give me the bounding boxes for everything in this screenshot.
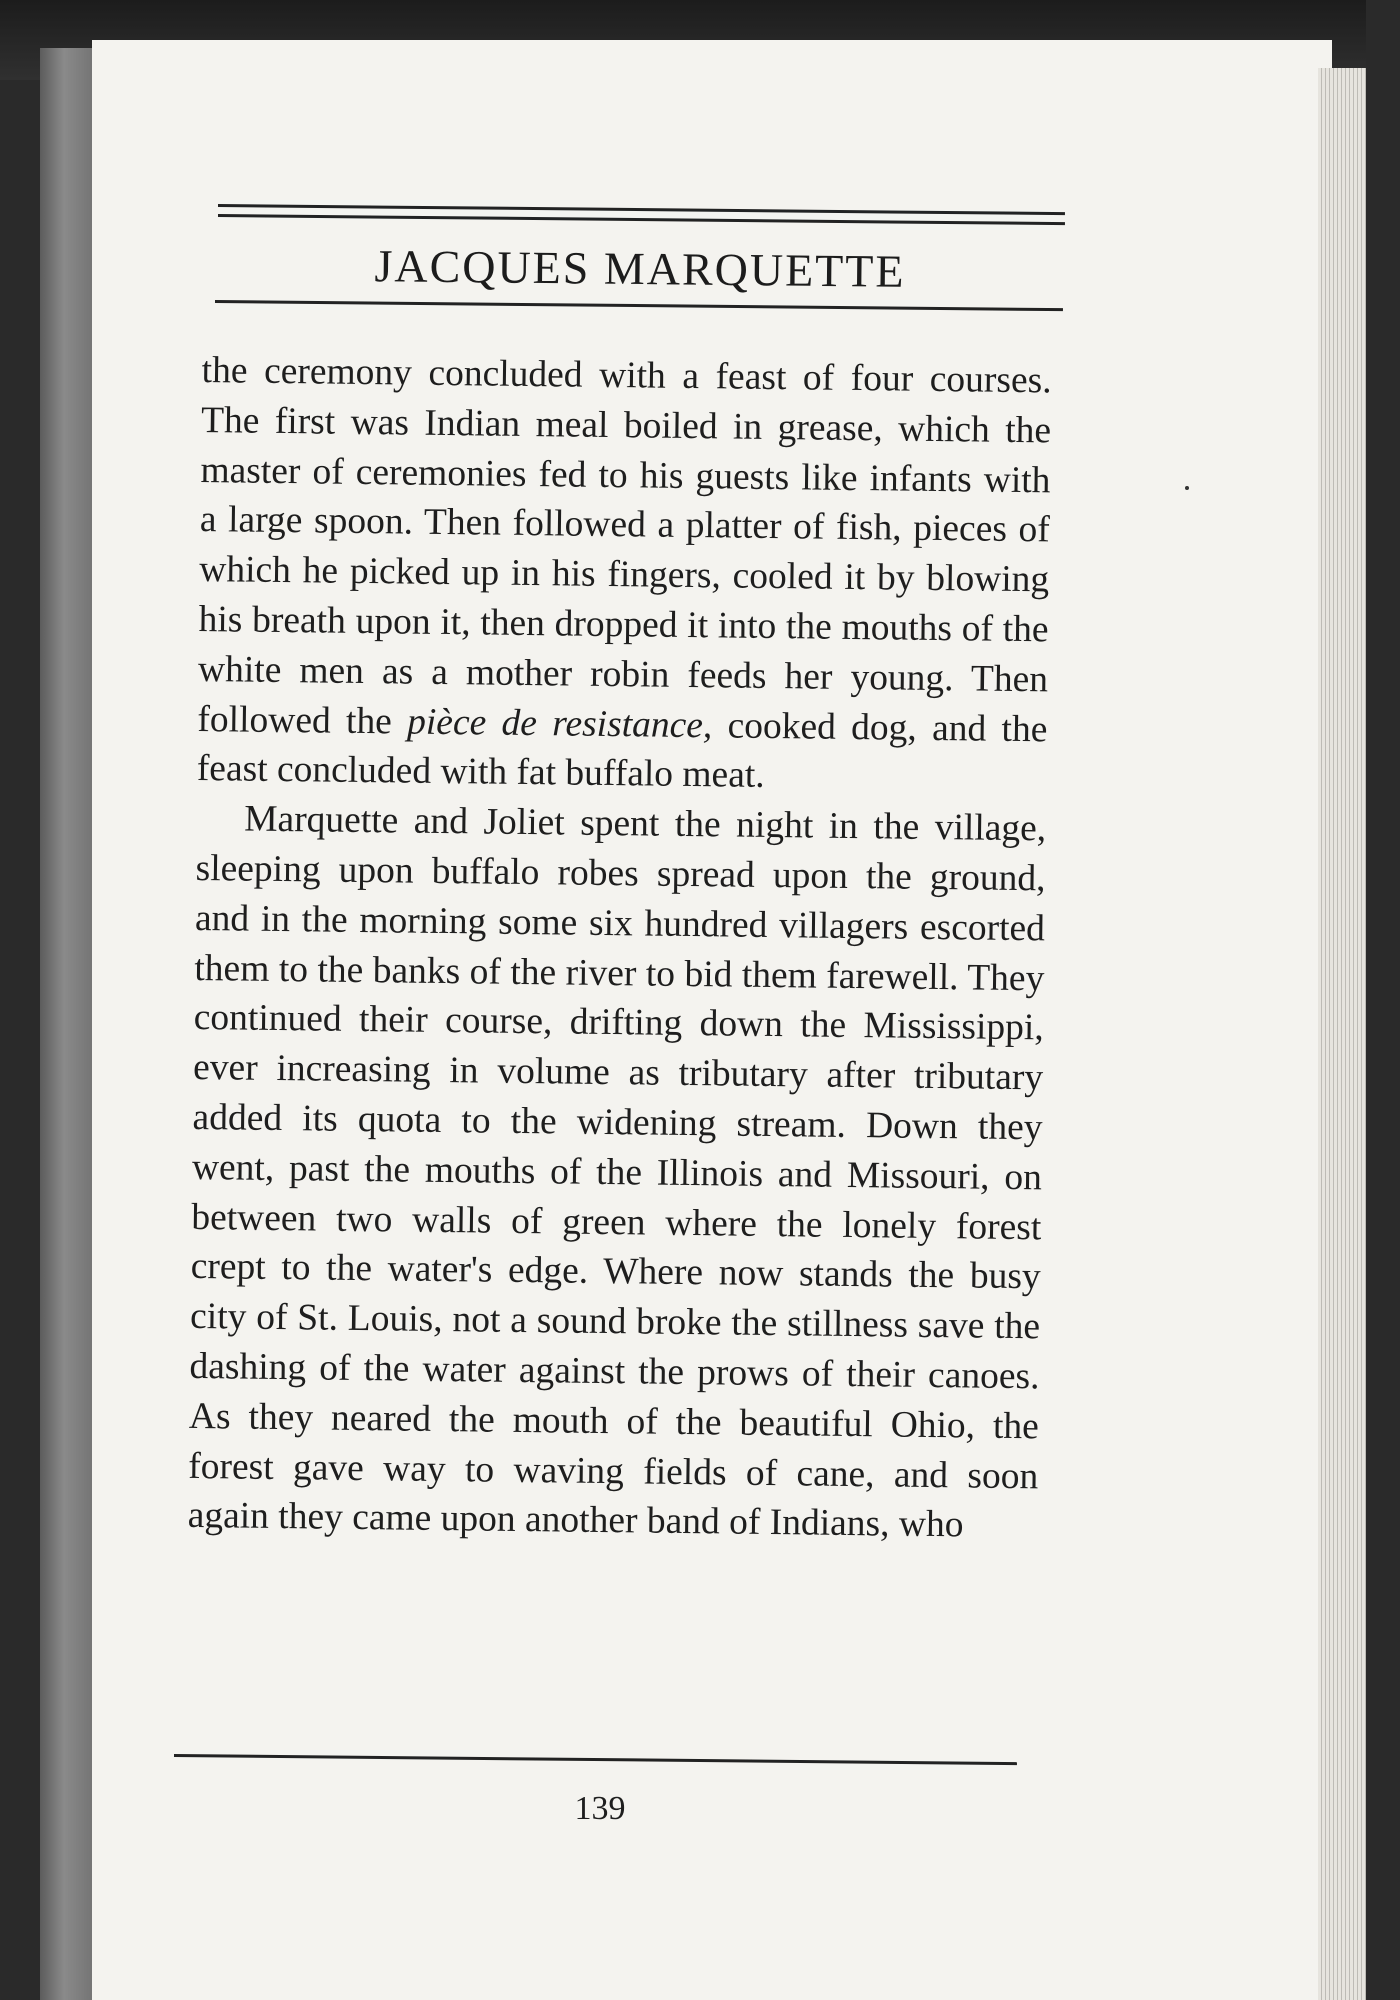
running-header: JACQUES MARQUETTE (374, 240, 906, 297)
paragraph-1 (197, 346, 1052, 805)
paper-speck (1185, 486, 1189, 490)
page-number: 139 (574, 1790, 626, 1827)
paragraph-2: Marquette and Joliet spent the night in the village, sleeping upon buffalo robes spread upon the ground, and in the morning some six hundred villagers escorted them to the banks of the river to bid them farewell. They continued their course, drifting down the Mississippi, ever increasing in volume as tributary after tributary added its quota to the widening stream. Down they went, past the mouths of the Illinois and Missouri, on between two walls of green where the lonely forest crept to the water's edge. Where now stands the busy city of St. Louis, not a sound broke the stillness save the dashing of the water against the prows of their canoes. As they neared the mouth of the beautiful Ohio, the forest gave way to waving fields of cane, and soon again they came upon another band of Indians, who (187, 798, 1047, 1546)
paragraph-1-text-a: the ceremony concluded with a feast of four courses. The first was Indian meal boiled in grease, which the master of ceremonies fed to his guests like infants with a large spoon. Then followed a platter of fish, pieces of which he picked up in his fingers, cooled it by blowing his breath upon it, then dropped it into the mouths of the white men as a mother robin feeds her young. Then followed the (197, 349, 1052, 743)
page-stack-edges (1318, 68, 1366, 2000)
book-spine-edge (40, 48, 100, 2000)
page-body (187, 346, 1052, 1551)
scan-backdrop-right (1366, 0, 1400, 2000)
paragraph-1-italic: pièce de resistance, (406, 701, 713, 746)
paragraph-1-text-b: cooked dog, and the feast concluded with fat buffalo meat. (196, 704, 1048, 797)
